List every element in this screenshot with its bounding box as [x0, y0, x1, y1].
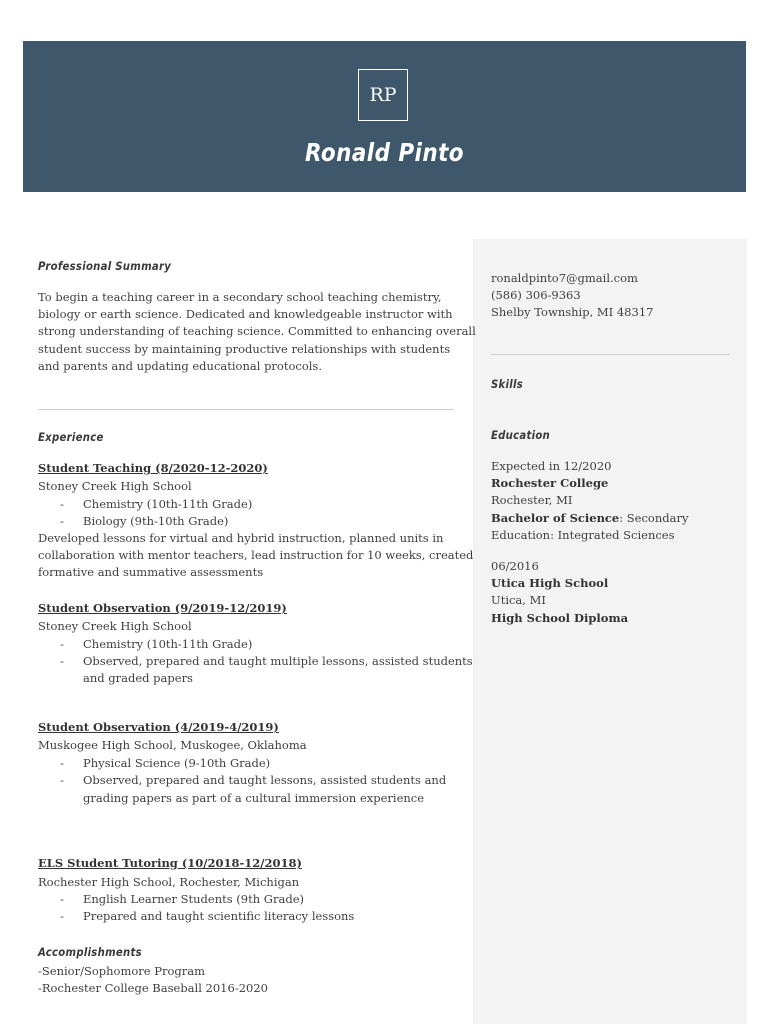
education-date: Expected in 12/2020 — [491, 459, 612, 473]
education-entry — [491, 558, 628, 627]
education-degree: High School Diploma — [491, 610, 629, 625]
experience-heading: Experience — [38, 430, 104, 444]
education-place: Utica, MI — [491, 593, 546, 608]
sidebar-panel — [473, 239, 747, 1024]
job-title: Student Observation (9/2019-12/2019) — [38, 601, 287, 615]
job-org: Muskogee High School, Muskogee, Oklahoma — [38, 738, 307, 752]
job-title: Student Teaching (8/2020-12-2020) — [38, 461, 268, 475]
accomplishments-heading: Accomplishments — [38, 945, 142, 959]
education-entry: Expected in 12/2020 Rochester College Rochester, MI Bachelor of Science: Secondary Education: Integrated Sciences — [491, 459, 689, 542]
education-school: Rochester College — [491, 476, 609, 491]
education-date: 06/2016 — [491, 559, 539, 573]
job-title: ELS Student Tutoring (10/2018-12/2018) — [38, 856, 302, 870]
education-school: Utica High School — [491, 576, 609, 591]
contact-email: ronaldpinto7@gmail.com — [491, 271, 638, 285]
education-place: Rochester, MI — [491, 493, 573, 508]
summary-text: To begin a teaching career in a secondary school teaching chemistry, biology or earth science. Dedicated and knowledgeable instructor with strong understanding of teaching science. Committed to enhancing overall student success by maintaining productive relationships with students and parents and updating educational protocols. — [38, 290, 476, 373]
contact-info — [491, 270, 653, 322]
contact-location: Shelby Township, MI 48317 — [491, 305, 654, 320]
job-org: Rochester High School, Rochester, Michigan — [38, 875, 300, 889]
divider — [38, 409, 454, 410]
job-org: Stoney Creek High School — [38, 479, 192, 493]
accomplishments-list — [38, 963, 268, 997]
education-heading: Education — [491, 428, 551, 442]
list-item: -Senior/Sophomore Program — [38, 964, 206, 978]
job-org: Stoney Creek High School — [38, 619, 192, 633]
job-description: Developed lessons for virtual and hybrid instruction, planned units in collaboration with mentor teachers, lead instruction for 10 weeks, created formative and summative assessments — [38, 531, 474, 580]
candidate-name: Ronald Pinto — [305, 138, 464, 167]
divider — [491, 354, 729, 355]
summary-heading: Professional Summary — [38, 259, 172, 273]
skills-heading: Skills — [491, 377, 524, 391]
job-title: Student Observation (4/2019-4/2019) — [38, 720, 279, 734]
contact-phone: (586) 306-9363 — [491, 288, 581, 303]
list-item: -Rochester College Baseball 2016-2020 — [38, 981, 268, 996]
monogram-logo: RP — [358, 69, 408, 121]
education-degree: Bachelor of Science — [491, 510, 620, 525]
